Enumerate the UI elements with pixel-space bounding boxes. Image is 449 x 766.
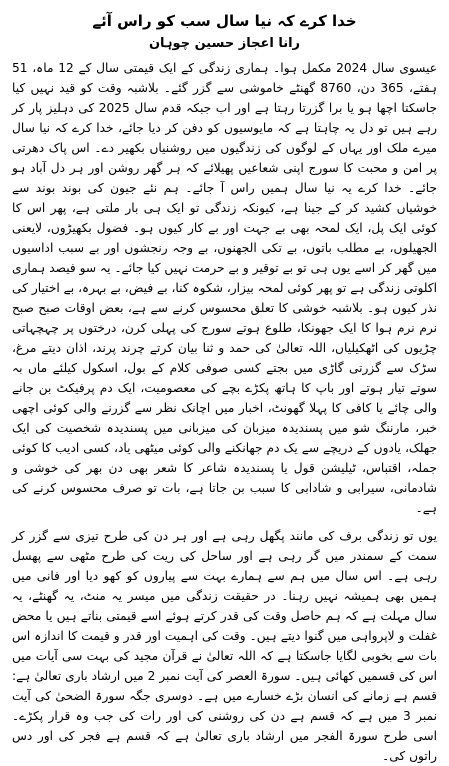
article-paragraph-1: عیسوی سال 2024 مکمل ہوا۔ ہماری زندگی کے ایک قیمتی سال کے 12 ماہ، 51 ہفتے، 365 دن، 8760 گھنٹے خاموشی سے گزر گئے۔ بلاشبہ وقت کو قید نہیں کیا جاسکتا اچھا ہو یا برا گزرتا رہتا ہے اور اب جبکہ قدم سال 2025 کی دہلیز پار کر رہے ہیں تو دل یہ چاہتا ہے کہ مایوسیوں کو دفن کر دیا جائے، خدا کرے کہ نیا سال میرے ملک اور یہاں کے لوگوں کی زندگیوں میں روشنیاں بکھیر دے۔ اس پاک دھرتی پر امن و محبت کا سورج اپنی شعاعیں پھیلائے کہ ہر گھر روشن اور ہر دل آباد ہو جائے۔ خدا کرے یہ نیا سال ہمیں راس آ جائے۔ ہم نئے جیون کی بوند بوند سے خوشیاں کشید کر کے جینا ہے، کیونکہ زندگی تو ایک ہی بار ملتی ہے، پھر اس کا کوئی ایک پل، ایک لمحہ بھی بے جہت اور بے کار کیوں ہو۔ فضول بکھیڑوں، لایعنی الجھیلوں، بے مطلب باتوں، بے تکی الجھنوں، بے وجہ رنجشوں اور بے سبب اداسیوں میں گھر کر اسے یوں ہی تو بے توقیر و بے حرمت نہیں کیا جائے۔ یہ سو فیصد ہماری اکلوتی زندگی ہے تو پھر کوئی لمحہ بیزار، شکوہ کنا، بے فیض، بے بہرہ، بے اختیار کی نذر کیوں ہو۔ بلاشبہ خوشی کا تعلق محسوس کرنے سے ہے، بعض اوقات صبح صبح نرم نرم ہوا کا ایک جھونکا، طلوع ہوتے سورج کی پہلی کرن، درختوں پر چہچہاتی چڑیوں کی اٹھکیلیاں، اللہ تعالیٰ کی حمد و ثنا بیان کرتے چرند پرند، اذان دیتے مرغ، سڑک سے گزرتی گاڑی میں بجتے کسی صوفی کلام کے بول، اسکول کیلئے ماں بہ سوتے تیار ہوتے اور باپ کا ہاتھ پکڑے بچے کی معصومیت، ایک دم پرفیکٹ بن جانے والی چائے یا کافی کا پہلا گھونٹ، اخبار میں اچانک نظر سے گزرنے والی کوئی اچھی خبر، مارننگ شو میں پسندیدہ میزبان کی میزبانی میں پسندیدہ شخصیت کی ایک جھلک، یادوں کے دریچے سے یک دم جھانکنے والی کوئی میٹھی یاد، کسی ادیب کا کوئی جملہ، اقتباس، ٹیلیشن قول یا پسندیدہ شاعر کا شعر بھی دن بھر کی خوشی و شادمانی، سیرابی و شادابی کا سبب بن جاتا ہے، بات تو صرف محسوس کرنے کی ہے۔ (12, 61, 437, 515)
author-byline: رانا اعجاز حسین چوہان (148, 36, 301, 51)
article-title: خدا کرے کہ نیا سال سب کو راس آئے (92, 12, 357, 30)
article-paragraph-2: یوں تو زندگی برف کی مانند پگھل رہی ہے اور ہر دن کی طرح تیزی سے گزر کر سمت کے سمندر میں گر رہی ہے اور ساحل کی ریت کی طرح مٹھی سے پھسل رہی ہے۔ اس سال میں ہم سے ہمارے بہت سے پیاروں کو کھو دیا اور فانی میں ہمیں بھی ہمیشہ نہیں رہنا۔ در حقیقت زندگی میں میسر یہ منٹ، یہ گھنٹے، یہ سال مہلت ہے کہ ہم حاصل وقت کی قدر کرتے ہوئے اسے قیمتی بناتے ہیں یا محض غفلت و لاپرواہی میں گنوا دیتے ہیں۔ وقت کی اہمیت اور قدر و قیمت کا اندازہ اس بات سے بخوبی لگایا جاسکتا ہے کہ اللہ تعالیٰ نے قرآن مجید کی بہت سی آیات میں اس کی قسمیں کھائی ہیں۔ سورۃ العصر کی آیت نمبر 2 میں ارشاد باری تعالیٰ ہے: قسم ہے زمانے کی انسان بڑے خسارے میں ہے۔ دوسری جگہ سورۃ الضحیٰ کی آیت نمبر 3 میں ہے کہ قسم ہے دن کی روشنی کی اور رات کی جب وہ قرار پکڑے۔ اسی طرح سورۃ الفجر میں ارشاد باری تعالیٰ ہے کہ قسم ہے فجر کی اور دس راتوں کی۔ (12, 529, 437, 763)
